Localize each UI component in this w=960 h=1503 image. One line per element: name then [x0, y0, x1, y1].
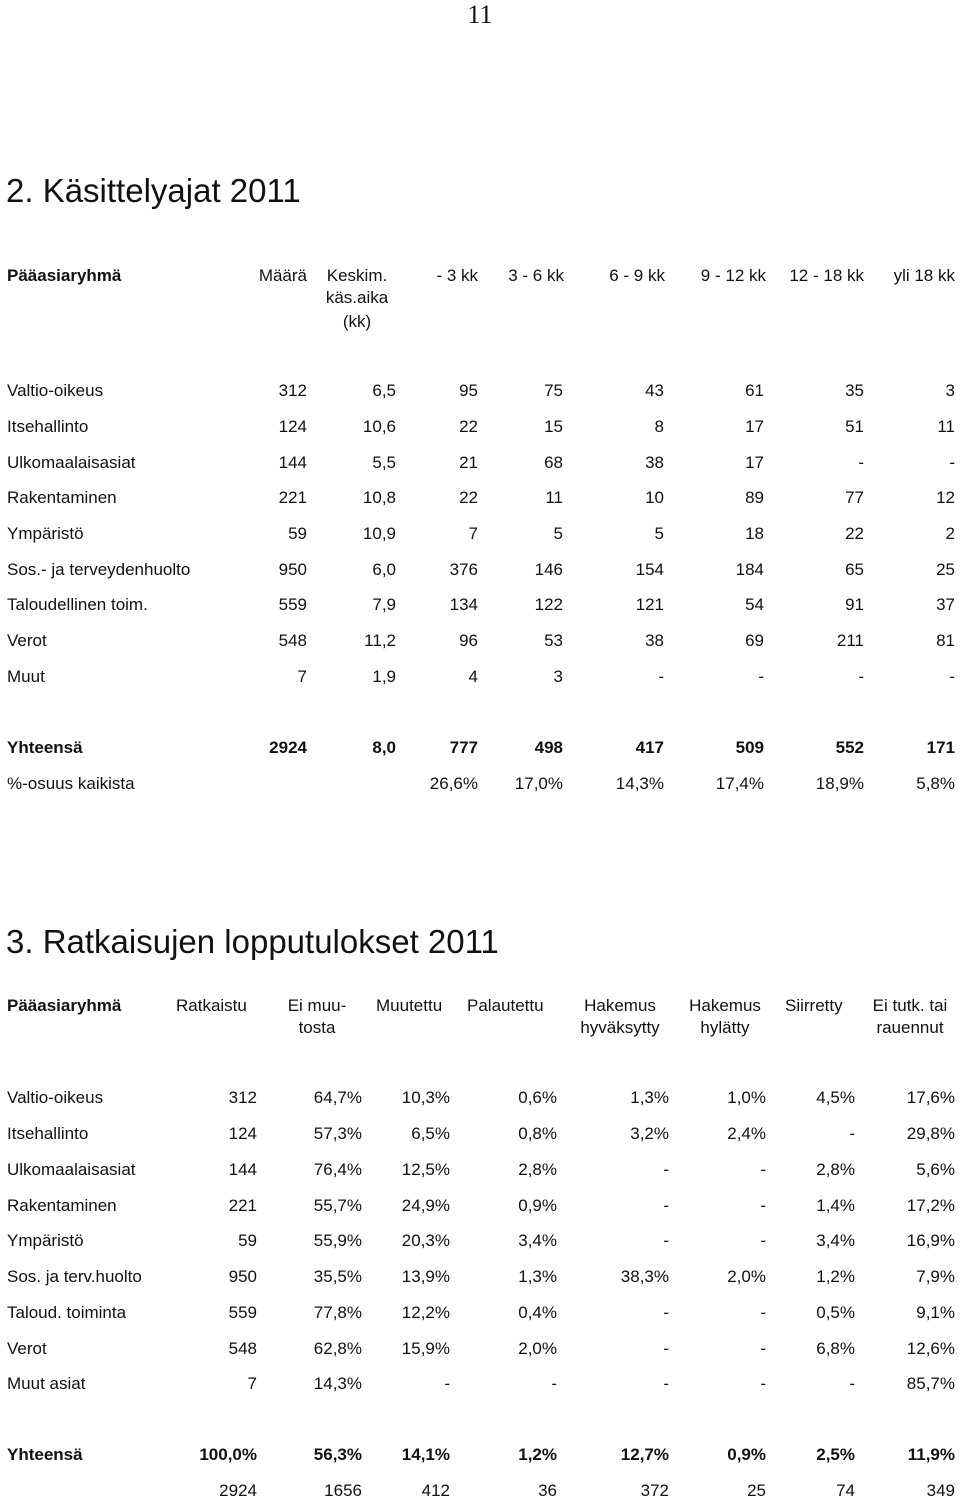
- table-cell: 89: [745, 488, 764, 507]
- table-cell: 14,3%: [615, 774, 664, 793]
- row-label: Rakentaminen: [7, 1196, 117, 1215]
- table-cell: -: [858, 667, 864, 686]
- table-row: [0, 1301, 960, 1325]
- table-row: [0, 558, 960, 582]
- row-label: Ympäristö: [7, 524, 84, 543]
- table-cell: 0,4%: [518, 1303, 557, 1322]
- table-cell: 3,2%: [630, 1124, 669, 1143]
- table-cell: 14,1%: [401, 1445, 450, 1464]
- header-transferred: Siirretty: [785, 996, 843, 1015]
- table-cell: 312: [228, 1088, 257, 1107]
- table-cell: 3,4%: [816, 1231, 855, 1250]
- table-cell: 26,6%: [429, 774, 478, 793]
- row-label: Verot: [7, 1339, 47, 1358]
- table-cell: -: [949, 453, 955, 472]
- total-row: [0, 1443, 960, 1467]
- table-row: [0, 665, 960, 689]
- table-row: [0, 1265, 960, 1289]
- table-cell: 95: [459, 381, 478, 400]
- table-cell: -: [663, 1339, 669, 1358]
- table-cell: 51: [845, 417, 864, 436]
- table-cell: 154: [635, 560, 664, 579]
- table-cell: 12,6%: [906, 1339, 955, 1358]
- table-cell: 349: [926, 1481, 955, 1500]
- header-rejected-line1: Hakemus: [689, 996, 761, 1015]
- table-cell: 5,5: [372, 453, 396, 472]
- table-cell: 35,5%: [313, 1267, 362, 1286]
- table-row: [0, 486, 960, 510]
- row-label: Sos. ja terv.huolto: [7, 1267, 142, 1286]
- header-unchanged-line1: Ei muu-: [287, 996, 347, 1015]
- row-label: Itsehallinto: [7, 1124, 89, 1143]
- table-cell: -: [658, 667, 664, 686]
- table-cell: 38,3%: [620, 1267, 669, 1286]
- table-cell: 21: [459, 453, 478, 472]
- table-cell: 77: [845, 488, 864, 507]
- table-cell: 17,2%: [906, 1196, 955, 1215]
- row-label: Sos.- ja terveydenhuolto: [7, 560, 191, 579]
- table-cell: 376: [449, 560, 478, 579]
- table-cell: 10: [645, 488, 664, 507]
- table-cell: -: [949, 667, 955, 686]
- table-cell: -: [444, 1374, 450, 1393]
- table-cell: -: [663, 1160, 669, 1179]
- table-cell: 124: [278, 417, 307, 436]
- table-cell: 0,9%: [727, 1445, 766, 1464]
- table-cell: 2,4%: [727, 1124, 766, 1143]
- table-cell: 11,9%: [907, 1445, 955, 1464]
- header-count: Määrä: [258, 266, 307, 285]
- table-cell: 134: [449, 595, 478, 614]
- table-cell: 65: [845, 560, 864, 579]
- table-cell: 2924: [269, 738, 307, 757]
- table-cell: 5,6%: [916, 1160, 955, 1179]
- table-cell: -: [551, 1374, 557, 1393]
- table-cell: 11: [545, 488, 563, 507]
- table-cell: -: [663, 1231, 669, 1250]
- header-approved-line2: hyväksytty: [580, 1018, 660, 1037]
- table-cell: -: [760, 1160, 766, 1179]
- table-cell: 96: [459, 631, 478, 650]
- row-label: Verot: [7, 631, 47, 650]
- table-cell: 1,3%: [630, 1088, 669, 1107]
- table-cell: 69: [745, 631, 764, 650]
- table-cell: 559: [228, 1303, 257, 1322]
- table-cell: 0,9%: [518, 1196, 557, 1215]
- header-dismissed-line1: Ei tutk. tai: [872, 996, 948, 1015]
- table-cell: 509: [735, 738, 764, 757]
- table-cell: 0,5%: [816, 1303, 855, 1322]
- table-cell: 950: [278, 560, 307, 579]
- table-row: [0, 451, 960, 475]
- table-cell: 43: [645, 381, 664, 400]
- table-cell: 91: [845, 595, 864, 614]
- table-cell: 12,7%: [620, 1445, 669, 1464]
- table-cell: 548: [228, 1339, 257, 1358]
- table-cell: 57,3%: [313, 1124, 362, 1143]
- table-cell: 10,9: [362, 524, 396, 543]
- table-cell: 122: [534, 595, 563, 614]
- table-cell: 144: [228, 1160, 257, 1179]
- table-cell: 59: [238, 1231, 257, 1250]
- table-cell: 61: [745, 381, 764, 400]
- table-cell: 17,0%: [514, 774, 563, 793]
- table-row: [0, 379, 960, 403]
- table-cell: -: [663, 1303, 669, 1322]
- header-12-18m: 12 - 18 kk: [789, 266, 864, 285]
- table-cell: 68: [544, 453, 563, 472]
- table-cell: 24,9%: [401, 1196, 450, 1215]
- header-rejected-line2: hylätty: [700, 1018, 750, 1037]
- header-unchanged-line2: tosta: [298, 1018, 336, 1037]
- table-cell: 12,5%: [401, 1160, 450, 1179]
- header-main-group: Pääasiaryhmä: [7, 266, 122, 285]
- table-row: [0, 1337, 960, 1361]
- header-main-group: Pääasiaryhmä: [7, 996, 122, 1015]
- table-cell: 12,2%: [401, 1303, 450, 1322]
- table-cell: 22: [459, 488, 478, 507]
- table-cell: 312: [278, 381, 307, 400]
- table-cell: 85,7%: [906, 1374, 955, 1393]
- table-cell: 950: [228, 1267, 257, 1286]
- table-cell: 4,5%: [816, 1088, 855, 1107]
- row-label: %-osuus kaikista: [7, 774, 135, 793]
- table-cell: 6,0: [372, 560, 396, 579]
- row-label: Ympäristö: [7, 1231, 84, 1250]
- table-cell: 146: [534, 560, 563, 579]
- table-row: [0, 1086, 960, 1110]
- table-cell: 18,9%: [815, 774, 864, 793]
- table-cell: 124: [228, 1124, 257, 1143]
- table-cell: -: [760, 1303, 766, 1322]
- table-cell: 38: [645, 631, 664, 650]
- table-cell: 0,8%: [518, 1124, 557, 1143]
- table-cell: 55,7%: [313, 1196, 362, 1215]
- table-cell: 36: [538, 1481, 557, 1500]
- count-row: [0, 1479, 960, 1503]
- row-label: Ulkomaalaisasiat: [7, 1160, 136, 1179]
- row-label: Rakentaminen: [7, 488, 117, 507]
- table-cell: 64,7%: [313, 1088, 362, 1107]
- table-cell: 498: [534, 738, 563, 757]
- table-cell: 1,9: [372, 667, 396, 686]
- table-row: [0, 1194, 960, 1218]
- table-cell: 372: [640, 1481, 669, 1500]
- table-cell: 8,0: [372, 738, 396, 757]
- table-cell: 7,9%: [916, 1267, 955, 1286]
- table-cell: 1,3%: [518, 1267, 557, 1286]
- header-solved: Ratkaistu: [176, 996, 247, 1015]
- table-cell: 10,8: [362, 488, 396, 507]
- table-cell: 5,8%: [916, 774, 955, 793]
- table-cell: -: [663, 1196, 669, 1215]
- table-cell: 7,9: [372, 595, 396, 614]
- header-avg-time-line1: Keskim.: [326, 266, 388, 285]
- table-cell: 7: [468, 524, 478, 543]
- header-over-18m: yli 18 kk: [893, 266, 955, 285]
- table-cell: -: [760, 1339, 766, 1358]
- table-cell: 1,2%: [816, 1267, 855, 1286]
- header-approved-line1: Hakemus: [584, 996, 656, 1015]
- table-cell: -: [760, 1231, 766, 1250]
- table-cell: -: [858, 453, 864, 472]
- table-cell: 171: [926, 738, 955, 757]
- table-cell: 2,0%: [727, 1267, 766, 1286]
- table-cell: 184: [735, 560, 764, 579]
- total-row: [0, 736, 960, 760]
- table-cell: 20,3%: [401, 1231, 450, 1250]
- table-cell: 1,2%: [518, 1445, 557, 1464]
- table-cell: 77,8%: [313, 1303, 362, 1322]
- row-label: Yhteensä: [7, 1445, 83, 1464]
- table-cell: 22: [845, 524, 864, 543]
- table-cell: 777: [449, 738, 478, 757]
- table-cell: 76,4%: [313, 1160, 362, 1179]
- table-cell: 1656: [324, 1481, 362, 1500]
- table-cell: 417: [635, 738, 664, 757]
- row-label: Taloud. toiminta: [7, 1303, 127, 1322]
- table-cell: 2,5%: [816, 1445, 855, 1464]
- table-cell: 221: [228, 1196, 257, 1215]
- table-row: [0, 593, 960, 617]
- table-row: [0, 1122, 960, 1146]
- table-cell: 3: [945, 381, 955, 400]
- table-cell: 5: [553, 524, 563, 543]
- header-returned: Palautettu: [467, 996, 544, 1015]
- table-cell: 14,3%: [313, 1374, 362, 1393]
- table-cell: -: [849, 1124, 855, 1143]
- table-cell: 25: [936, 560, 955, 579]
- table-cell: 75: [544, 381, 563, 400]
- table-cell: 11,2: [364, 631, 396, 650]
- table-cell: 7: [247, 1374, 257, 1393]
- table-cell: 1,0%: [727, 1088, 766, 1107]
- table-cell: 5: [654, 524, 664, 543]
- table-cell: 412: [421, 1481, 450, 1500]
- header-6-9m: 6 - 9 kk: [609, 266, 665, 285]
- table-row: [0, 415, 960, 439]
- table-cell: -: [760, 1196, 766, 1215]
- table-cell: 121: [635, 595, 664, 614]
- table-cell: 17,6%: [906, 1088, 955, 1107]
- row-label: Yhteensä: [7, 738, 83, 757]
- table-row: [0, 1229, 960, 1253]
- table-cell: 548: [278, 631, 307, 650]
- table-cell: 16,9%: [906, 1231, 955, 1250]
- header-changed: Muutettu: [376, 996, 443, 1015]
- table-cell: 17: [745, 417, 764, 436]
- table-row: [0, 522, 960, 546]
- table-cell: 211: [836, 631, 864, 650]
- table-cell: 12: [936, 488, 955, 507]
- table-cell: 4: [468, 667, 478, 686]
- table-cell: 37: [936, 595, 955, 614]
- table-cell: 0,6%: [518, 1088, 557, 1107]
- table-cell: 15,9%: [401, 1339, 450, 1358]
- header-avg-time-line3: (kk): [342, 312, 372, 331]
- row-label: Valtio-oikeus: [7, 1088, 104, 1107]
- table-cell: 55,9%: [313, 1231, 362, 1250]
- table-cell: -: [758, 667, 764, 686]
- table-cell: 22: [459, 417, 478, 436]
- table-cell: 25: [747, 1481, 766, 1500]
- table-cell: 221: [278, 488, 307, 507]
- table-cell: 62,8%: [313, 1339, 362, 1358]
- table-cell: 100,0%: [199, 1445, 257, 1464]
- table-cell: 10,3%: [401, 1088, 450, 1107]
- table-cell: 17: [745, 453, 764, 472]
- table-cell: 8: [654, 417, 664, 436]
- table-cell: 17,4%: [715, 774, 764, 793]
- row-label: Ulkomaalaisasiat: [7, 453, 136, 472]
- table-cell: 10,6: [362, 417, 396, 436]
- table-cell: 11: [937, 417, 955, 436]
- table-cell: -: [849, 1374, 855, 1393]
- table-cell: 29,8%: [906, 1124, 955, 1143]
- table-cell: 2,8%: [816, 1160, 855, 1179]
- table-cell: 56,3%: [313, 1445, 362, 1464]
- table-cell: 2: [945, 524, 955, 543]
- table-cell: 81: [936, 631, 955, 650]
- row-label: Taloudellinen toim.: [7, 595, 148, 614]
- section-heading-processing-times: 2. Käsittelyajat 2011: [6, 172, 301, 209]
- table-cell: 2,8%: [518, 1160, 557, 1179]
- table-cell: 552: [835, 738, 864, 757]
- header-3-6m: 3 - 6 kk: [508, 266, 564, 285]
- section-heading-decision-outcomes: 3. Ratkaisujen lopputulokset 2011: [6, 923, 499, 960]
- table-cell: 3,4%: [518, 1231, 557, 1250]
- table-cell: 6,5%: [411, 1124, 450, 1143]
- table-cell: 559: [278, 595, 307, 614]
- table-cell: -: [663, 1374, 669, 1393]
- table-cell: 6,5: [372, 381, 396, 400]
- table-row: [0, 1372, 960, 1396]
- header-9-12m: 9 - 12 kk: [700, 266, 766, 285]
- header-under-3m: - 3 kk: [436, 266, 478, 285]
- row-label: Muut asiat: [7, 1374, 86, 1393]
- share-row: [0, 772, 960, 796]
- table-row: [0, 1158, 960, 1182]
- table-cell: 35: [845, 381, 864, 400]
- table-cell: 54: [745, 595, 764, 614]
- table-cell: 15: [544, 417, 563, 436]
- table-cell: 59: [288, 524, 307, 543]
- header-dismissed-line2: rauennut: [876, 1018, 944, 1037]
- table-cell: 74: [836, 1481, 855, 1500]
- table-cell: 7: [297, 667, 307, 686]
- table-cell: 18: [745, 524, 764, 543]
- table-cell: 144: [278, 453, 307, 472]
- row-label: Itsehallinto: [7, 417, 89, 436]
- row-label: Valtio-oikeus: [7, 381, 104, 400]
- table-row: [0, 629, 960, 653]
- table-cell: 3: [553, 667, 563, 686]
- table-cell: 53: [544, 631, 563, 650]
- row-label: Muut: [7, 667, 45, 686]
- header-avg-time-line2: käs.aika: [325, 288, 389, 307]
- table-cell: -: [760, 1374, 766, 1393]
- table-cell: 13,9%: [401, 1267, 450, 1286]
- table-cell: 1,4%: [816, 1196, 855, 1215]
- table-cell: 2,0%: [518, 1339, 557, 1358]
- table-cell: 2924: [219, 1481, 257, 1500]
- page-number: 11: [467, 0, 493, 29]
- table-cell: 9,1%: [916, 1303, 955, 1322]
- table-cell: 6,8%: [816, 1339, 855, 1358]
- table-cell: 38: [645, 453, 664, 472]
